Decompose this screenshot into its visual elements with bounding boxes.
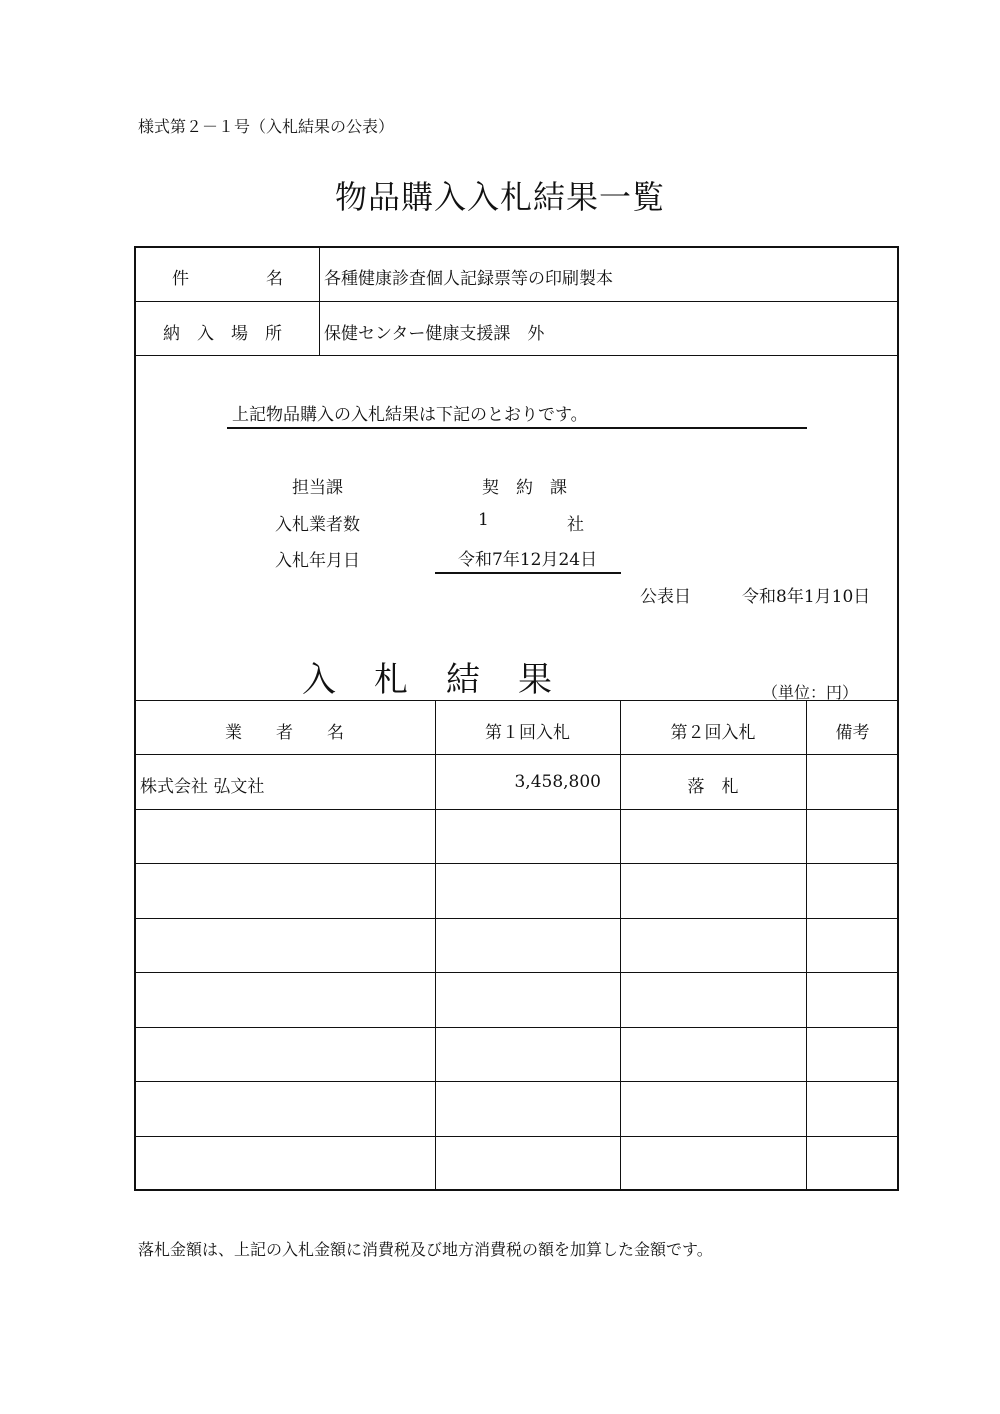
table-row-first-bid: 3,458,800 bbox=[514, 772, 601, 792]
table-header-line bbox=[134, 754, 899, 755]
bidders-label: 入札業者数 bbox=[275, 515, 360, 535]
date-underline bbox=[435, 572, 621, 574]
unit-label: （単位：円） bbox=[762, 683, 859, 702]
row-divider bbox=[134, 355, 899, 356]
publish-value: 令和8年1月10日 bbox=[742, 587, 871, 607]
delivery-label: 納 入 場 所 bbox=[163, 324, 282, 344]
subject-label-left: 件 bbox=[172, 269, 189, 289]
table-row-vendor: 株式会社 弘文社 bbox=[140, 777, 265, 797]
table-row-line bbox=[134, 1027, 899, 1028]
footer-note: 落札金額は、上記の入札金額に消費税及び地方消費税の額を加算した金額です。 bbox=[138, 1240, 713, 1259]
header-first-bid: 第１回入札 bbox=[485, 723, 570, 743]
dept-label: 担当課 bbox=[292, 478, 343, 498]
bidders-unit: 社 bbox=[567, 515, 584, 535]
table-row-line bbox=[134, 972, 899, 973]
table-row-line bbox=[134, 863, 899, 864]
bidders-count: 1 bbox=[478, 510, 489, 530]
header-vendor: 業 者 名 bbox=[225, 723, 344, 743]
table-row-line bbox=[134, 809, 899, 810]
notice-text: 上記物品購入の入札結果は下記のとおりです。 bbox=[232, 405, 588, 425]
subject-value: 各種健康診査個人記録票等の印刷製本 bbox=[324, 269, 613, 289]
date-label: 入札年月日 bbox=[275, 551, 360, 571]
notice-underline bbox=[227, 427, 807, 429]
table-row-line bbox=[134, 918, 899, 919]
delivery-value: 保健センター健康支援課 外 bbox=[324, 324, 545, 344]
table-top-line bbox=[134, 700, 899, 701]
dept-value: 契 約 課 bbox=[482, 478, 567, 498]
label-column-divider bbox=[319, 246, 320, 356]
publish-label: 公表日 bbox=[640, 587, 691, 607]
table-row-line bbox=[134, 1136, 899, 1137]
table-column-line bbox=[806, 700, 807, 1191]
table-row-second-bid: 落 札 bbox=[687, 777, 739, 797]
row-divider bbox=[134, 301, 899, 302]
subject-label-right: 名 bbox=[266, 269, 283, 289]
header-remarks: 備考 bbox=[835, 723, 870, 743]
form-number: 様式第２－１号（入札結果の公表） bbox=[138, 117, 395, 136]
header-second-bid: 第２回入札 bbox=[670, 723, 756, 743]
page-title: 物品購入入札結果一覧 bbox=[334, 178, 665, 216]
table-row-line bbox=[134, 1081, 899, 1082]
results-title: 入 札 結 果 bbox=[302, 660, 554, 700]
date-value: 令和7年12月24日 bbox=[458, 550, 598, 570]
